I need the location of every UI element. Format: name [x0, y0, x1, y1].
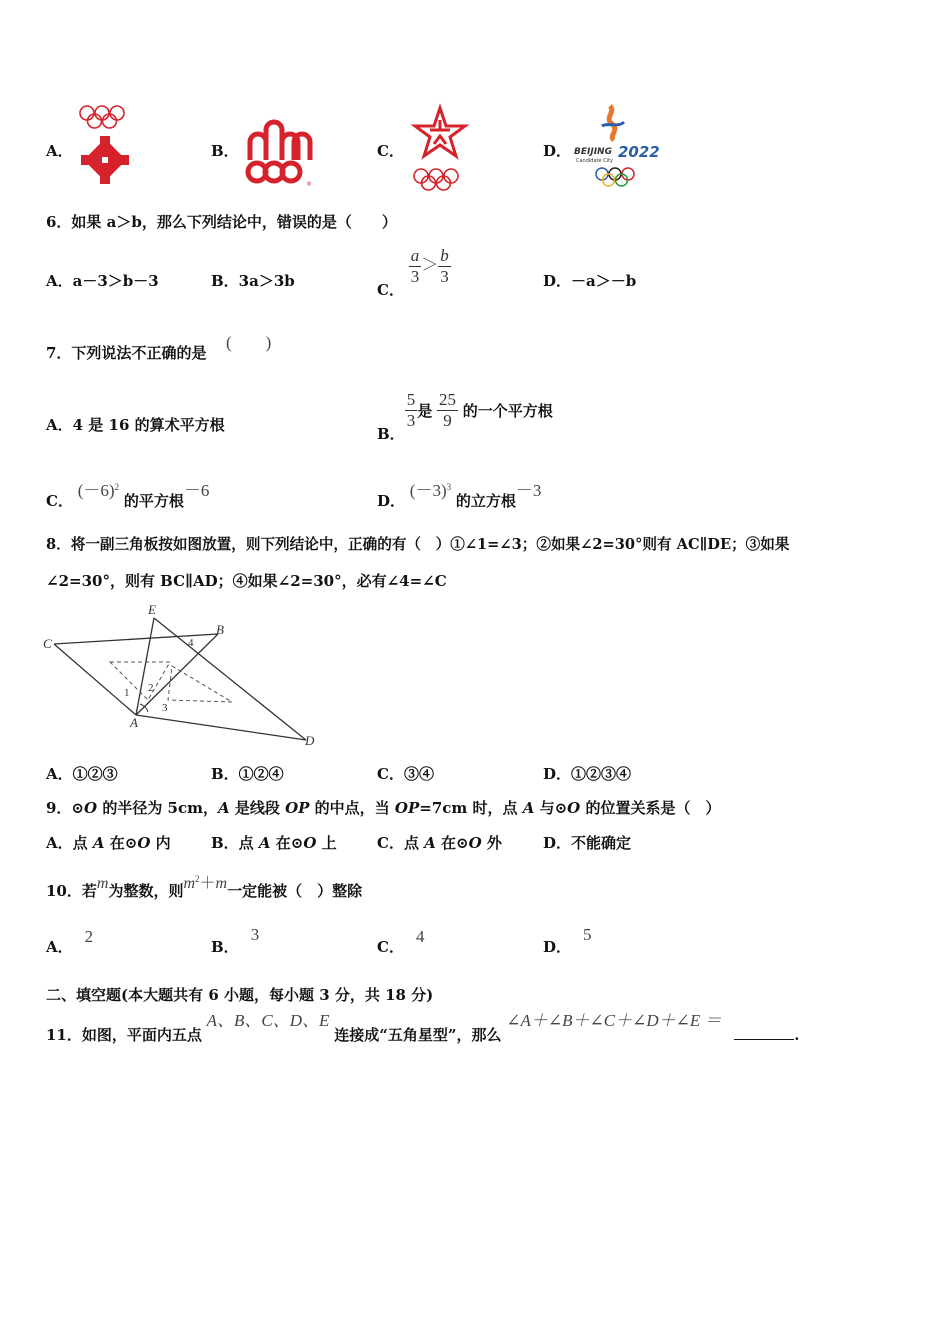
q8-fig-num-4: 4 [188, 637, 194, 649]
q9-option-d[interactable]: D．不能确定 [543, 834, 632, 852]
q6-option-a[interactable]: A．a－3＞b－3 [46, 272, 159, 290]
q7-option-b-label: B． [377, 424, 405, 443]
q7-c-expr: (－6) [77, 481, 115, 500]
q8-option-d[interactable]: D．①②③④ [543, 765, 632, 783]
q8-fig-label-e: E [148, 602, 156, 617]
q5-option-c-logo [410, 104, 470, 190]
q7-paren: ( ) [226, 333, 272, 352]
q7-option-d-label: D． [377, 492, 406, 510]
q8-stem-line2: ∠2=30°，则有 BC∥AD；④如果∠2=30°，必有∠4=∠C [46, 572, 447, 590]
q8-figure [40, 600, 330, 750]
q6-option-c-label: C． [377, 280, 404, 299]
q5-d-logo-candidate: Candidate City [576, 158, 613, 164]
q10-expr-m: m [183, 875, 196, 892]
q7-option-c-label: C． [46, 492, 73, 510]
q10-option-a[interactable]: A．2 [46, 927, 94, 956]
q7-d-expr: (－3) [409, 481, 447, 500]
q5-option-b-label[interactable]: B． [211, 142, 239, 160]
q5-option-d-logo [574, 102, 662, 190]
q5-option-c-label[interactable]: C． [377, 142, 404, 160]
q5-option-d-label[interactable]: D． [543, 142, 572, 160]
q11-stem [46, 1006, 800, 1044]
q11-end: . [794, 1026, 800, 1044]
q5-d-logo-beijing: BEIJING [574, 147, 612, 157]
q11-mid: 连接成“五角星型”，那么 [334, 1026, 502, 1044]
q7-b-mid: 是 [417, 401, 433, 420]
section-2-title: 二、填空题(本大题共有 6 小题，每小题 3 分，共 18 分) [46, 986, 434, 1004]
q7-d-sup: 3 [446, 482, 452, 492]
q10-stem [46, 870, 363, 900]
q10-m: m [96, 875, 109, 892]
q9-option-b[interactable]: B．点 A 在⊙O 上 [211, 834, 337, 852]
q10-option-b[interactable]: B．3 [211, 925, 260, 956]
q7-option-a[interactable]: A．4 是 16 的算术平方根 [46, 416, 225, 434]
q6-c-frac1: $\frac{a}{3}$ [410, 246, 420, 286]
q8-option-c[interactable]: C．③④ [377, 765, 434, 783]
q5-d-logo-2022: 2022 [618, 143, 660, 161]
q8-option-a[interactable]: A．①②③ [46, 765, 118, 783]
q10-mid: 为整数，则 [108, 882, 184, 900]
q8-fig-line-ed [154, 618, 306, 740]
q7-d-mid: 的立方根 [455, 492, 516, 510]
q11-expr: ∠A＋∠B＋∠C＋∠D＋∠E ＝ [506, 1011, 722, 1030]
q7-c-val: －6 [183, 481, 210, 500]
q7-d-val: －3 [515, 481, 542, 500]
q7-stem: 7．下列说法不正确的是 [46, 344, 207, 362]
q7-b-frac1: $\frac{5}{3}$ [406, 390, 416, 430]
q10-expr-m2: m [215, 875, 228, 892]
q11-answer-blank[interactable] [734, 1025, 794, 1040]
q8-fig-label-b: B [216, 622, 224, 637]
q8-fig-label-a: A [130, 715, 138, 730]
q10-option-c[interactable]: C．4 [377, 927, 425, 956]
q10-expr-plus: ＋ [199, 875, 216, 892]
q8-fig-label-c: C [43, 636, 52, 651]
q5-option-b-logo [244, 120, 316, 190]
q8-option-b[interactable]: B．①②④ [211, 765, 284, 783]
q8-fig-num-2: 2 [148, 682, 154, 694]
q8-stem-line1: 8．将一副三角板按如图放置，则下列结论中，正确的有（ ）①∠1=∠3；②如果∠2=30°则有 AC∥DE；③如果 [46, 536, 790, 553]
q7-b-frac2: $\frac{25}{9}$ [438, 390, 456, 430]
q10-expr-sup: 2 [195, 874, 200, 884]
q9-option-a[interactable]: A．点 A 在⊙O 内 [46, 834, 171, 852]
q7-c-sup: 2 [114, 482, 120, 492]
q7-option-d[interactable] [377, 476, 542, 510]
q6-option-b[interactable]: B．3a＞3b [211, 272, 295, 290]
q8-fig-num-3: 3 [162, 702, 168, 714]
q7-option-c[interactable] [46, 476, 210, 510]
q6-option-c[interactable] [377, 246, 451, 299]
q6-option-d[interactable]: D．－a＞－b [543, 272, 637, 290]
q7-b-tail: 的一个平方根 [462, 401, 553, 420]
q6-c-frac2: $\frac{b}{3}$ [440, 246, 449, 286]
q9-option-c[interactable]: C．点 A 在⊙O 外 [377, 834, 502, 852]
svg-text:®: ® [306, 181, 312, 188]
q11-pre: 11．如图，平面内五点 [46, 1026, 202, 1044]
q7-c-mid: 的平方根 [123, 492, 184, 510]
q7-option-b[interactable] [377, 390, 553, 443]
q10-option-d[interactable]: D．5 [543, 925, 592, 956]
q10-pre: 10．若 [46, 882, 97, 900]
q5-option-a-label[interactable]: A． [46, 142, 73, 160]
q8-fig-num-1: 1 [124, 687, 130, 699]
q10-post: 一定能被（ ）整除 [227, 882, 363, 900]
q6-c-gt: ＞ [421, 255, 439, 275]
q8-fig-inner-triangle-2 [168, 666, 232, 702]
q6-stem: 6．如果 a＞b，那么下列结论中，错误的是（ ） [46, 213, 397, 231]
q11-points: A、B、C、D、E [206, 1011, 330, 1030]
q8-fig-line-ca [54, 644, 136, 715]
q9-stem: 9．⊙O 的半径为 5cm，A 是线段 OP 的中点，当 OP=7cm 时，点 A 与⊙O 的位置关系是（ ） [46, 799, 721, 817]
q5-option-a-logo [78, 104, 138, 190]
q8-fig-label-d: D [305, 733, 315, 748]
